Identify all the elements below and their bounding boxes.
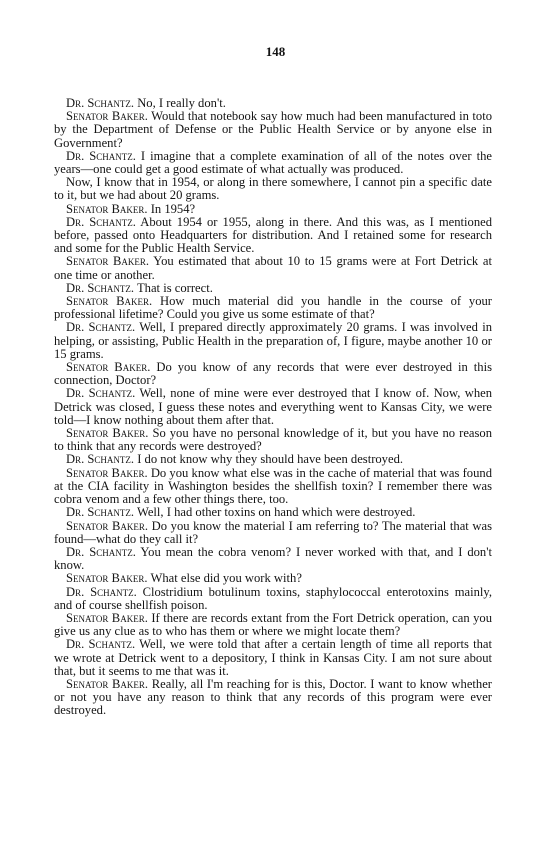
paragraph (54, 321, 492, 361)
paragraph-text: No, I really don't. (137, 96, 226, 110)
paragraph-text: Well, none of mine were ever destroyed that I know of. Now, when Detrick was closed, I guess these notes and everything went to Kansas City, we were told—I know nothing about them after that. (54, 386, 492, 427)
paragraph-text: If there are records extant from the Fort Detrick operation, can you give us any clue as to who has them or where we might locate them? (54, 610, 493, 639)
speaker-name: Dr. Schantz. (66, 96, 135, 110)
speaker-name: Senator Baker. (66, 109, 148, 124)
paragraph-text: That is correct. (136, 280, 213, 295)
paragraph-text: Really, all I'm reaching for is this, Doctor. I want to know whether or not you have any reason to think that any records of this program were ever destroyed. (54, 676, 492, 718)
speaker-name: Dr. Schantz. (66, 505, 135, 520)
speaker-name: Senator Baker. (66, 254, 150, 269)
paragraph-text: I imagine that a complete examination of all of the notes over the years—one could get a good estimate of what actually was produced. (54, 148, 492, 177)
paragraph (54, 467, 492, 507)
paragraph-text: Clostridium botulinum toxins, staphylococcal enterotoxins mainly, and of course shellfish poison. (54, 584, 493, 612)
paragraph-text: Now, I know that in 1954, or along in there somewhere, I cannot pin a specific date to it, but we had about 20 grams. (54, 175, 492, 203)
paragraph-text: You mean the cobra venom? I never worked with that, and I don't know. (54, 544, 492, 573)
paragraph-text: Would that notebook say how much had been manufactured in toto by the Department of Defense or the Public Health Service or by anyone else in Government? (54, 109, 492, 150)
paragraph (54, 110, 492, 150)
paragraph-text: Do you know the material I am referring to? The material that was found—what do they call it? (54, 518, 493, 546)
speaker-name: Dr. Schantz. (66, 214, 136, 229)
paragraph (54, 295, 492, 321)
speaker-name: Senator Baker. (66, 571, 148, 586)
paragraph-text: You estimated that about 10 to 15 grams were at Fort Detrick at one time or another. (54, 254, 492, 282)
speaker-name: Dr. Schantz. (66, 452, 135, 467)
paragraph-text: Well, I had other toxins on hand which were destroyed. (136, 505, 416, 520)
speaker-name: Senator Baker. (66, 676, 149, 691)
paragraph (54, 546, 492, 572)
speaker-name: Dr. Schantz. (66, 386, 136, 401)
speaker-name: Dr. Schantz. (66, 544, 136, 559)
speaker-name: Senator Baker. (66, 518, 149, 533)
speaker-name: Dr. Schantz. (66, 320, 136, 335)
paragraph-text: Do you know of any records that were ever destroyed in this connection, Doctor? (54, 360, 492, 388)
paragraph (54, 586, 492, 612)
speaker-name: Senator Baker. (66, 610, 148, 625)
paragraph (54, 387, 492, 427)
paragraph-text: So you have no personal knowledge of it, but you have no reason to think that any records were destroyed? (54, 426, 492, 454)
speaker-name: Dr. Schantz. (66, 584, 137, 599)
paragraph (54, 176, 492, 202)
paragraph-text: About 1954 or 1955, along in there. And this was, as I mentioned before, passed onto Headquarters for distribution. And I retained some for research and some for the Public Health Service. (54, 214, 493, 256)
paragraph (54, 612, 492, 638)
paragraph-text: What else did you work with? (150, 571, 302, 586)
paragraph (54, 427, 492, 453)
paragraph-text: Do you know what else was in the cache of material that was found at the CIA facility in Washington besides the shellfish toxin? I remember there was cobra venom and a few other things there, too. (54, 465, 492, 507)
speaker-name: Dr. Schantz. (66, 148, 136, 163)
paragraph (54, 150, 492, 176)
paragraph (54, 520, 492, 546)
paragraph (54, 678, 492, 718)
paragraph-text: Well, I prepared directly approximately 20 grams. I was involved in helping, or assisting, Public Health in the preparation of, I figure, maybe another 10 or 15 grams. (54, 320, 492, 361)
paragraph (54, 255, 492, 281)
speaker-name: Senator Baker. (66, 294, 153, 309)
speaker-name: Senator Baker. (66, 201, 148, 216)
speaker-name: Senator Baker. (66, 426, 149, 441)
speaker-name: Dr. Schantz. (66, 637, 136, 652)
speaker-name: Senator Baker. (66, 360, 151, 375)
speaker-name: Senator Baker. (66, 465, 148, 480)
paragraph-text: In 1954? (150, 201, 196, 216)
speaker-name: Dr. Schantz. (66, 280, 135, 295)
page-number: 148 (265, 44, 286, 59)
paragraph-text: I do not know why they should have been destroyed. (137, 452, 404, 467)
paragraph (54, 638, 492, 678)
transcript-body (54, 97, 492, 718)
paragraph (54, 216, 492, 256)
paragraph (54, 361, 492, 387)
paragraph-text: Well, we were told that after a certain length of time all reports that we wrote at Detrick went to a depository, I think in Kansas City. I am not sure about that, but it seems to me that was it. (54, 637, 492, 678)
paragraph-text: How much material did you handle in the course of your professional lifetime? Could you give us some estimate of that? (54, 294, 492, 322)
